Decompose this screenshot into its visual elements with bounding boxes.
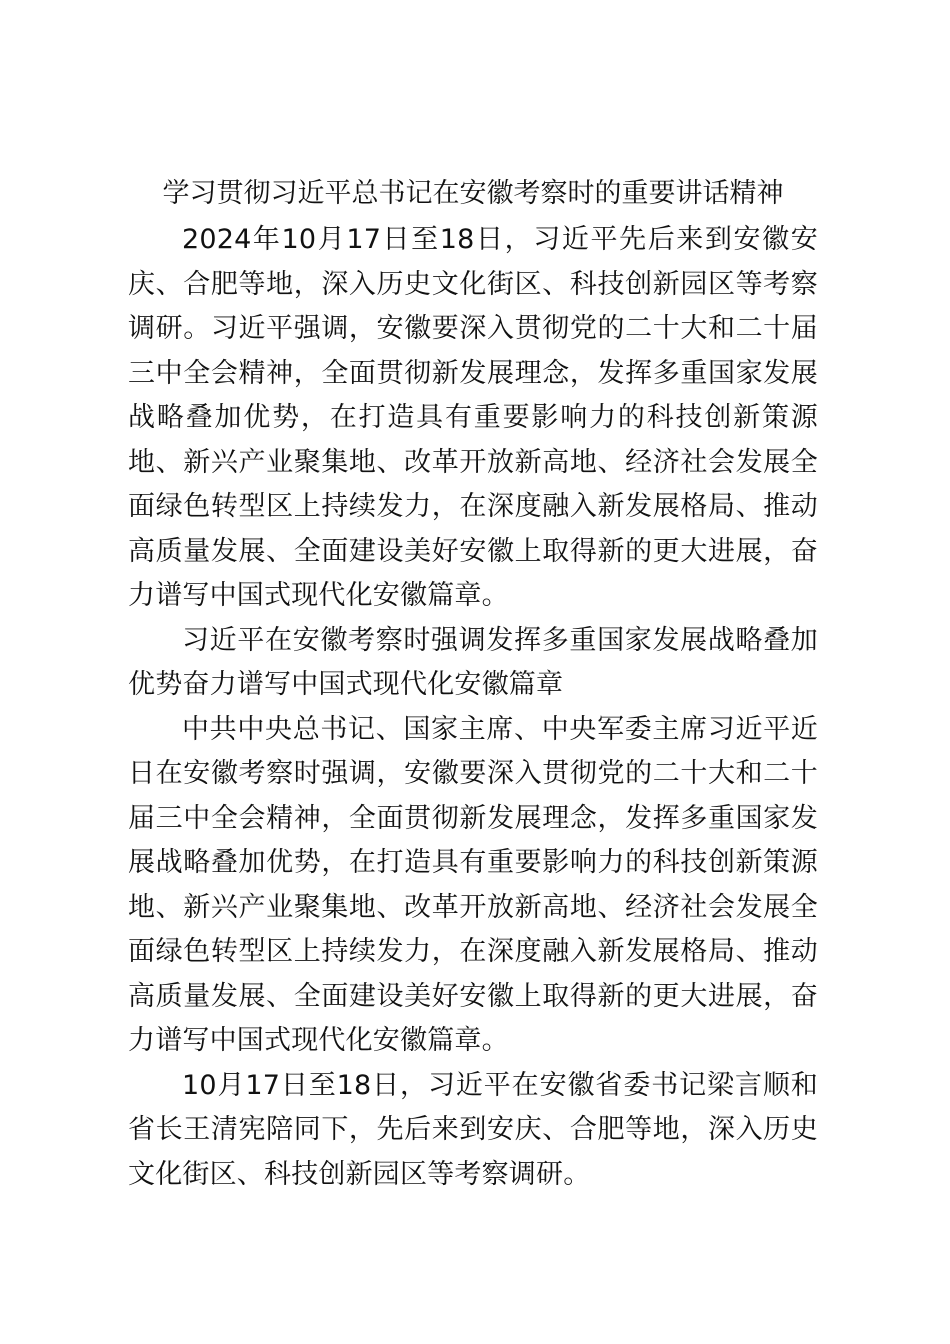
document-page [128,170,818,1197]
paragraph-itinerary: 10月17日至18日，习近平在安徽省委书记梁言顺和省长王清宪陪同下，先后来到安庆、合肥等地，深入历史文化街区、科技创新园区等考察调研。 [128,1069,818,1190]
paragraph-headline: 习近平在安徽考察时强调发挥多重国家发展战略叠加优势奋力谱写中国式现代化安徽篇章 [128,624,818,700]
document-title: 学习贯彻习近平总书记在安徽考察时的重要讲话精神 [162,178,784,209]
paragraph-body: 中共中央总书记、国家主席、中央军委主席习近平近日在安徽考察时强调，安徽要深入贯彻党的二十大和二十届三中全会精神，全面贯彻新发展理念，发挥多重国家发展战略叠加优势，在打造具有重要影响力的科技创新策源地、新兴产业聚集地、改革开放新高地、经济社会发展全面绿色转型区上持续发力，在深度融入新发展格局、推动高质量发展、全面建设美好安徽上取得新的更大进展，奋力谱写中国式现代化安徽篇章。 [128,713,818,1056]
paragraph-intro: 2024年10月17日至18日，习近平先后来到安徽安庆、合肥等地，深入历史文化街区、科技创新园区等考察调研。习近平强调，安徽要深入贯彻党的二十大和二十届三中全会精神，全面贯彻新发展理念，发挥多重国家发展战略叠加优势，在打造具有重要影响力的科技创新策源地、新兴产业聚集地、改革开放新高地、经济社会发展全面绿色转型区上持续发力，在深度融入新发展格局、推动高质量发展、全面建设美好安徽上取得新的更大进展，奋力谱写中国式现代化安徽篇章。 [128,224,818,611]
